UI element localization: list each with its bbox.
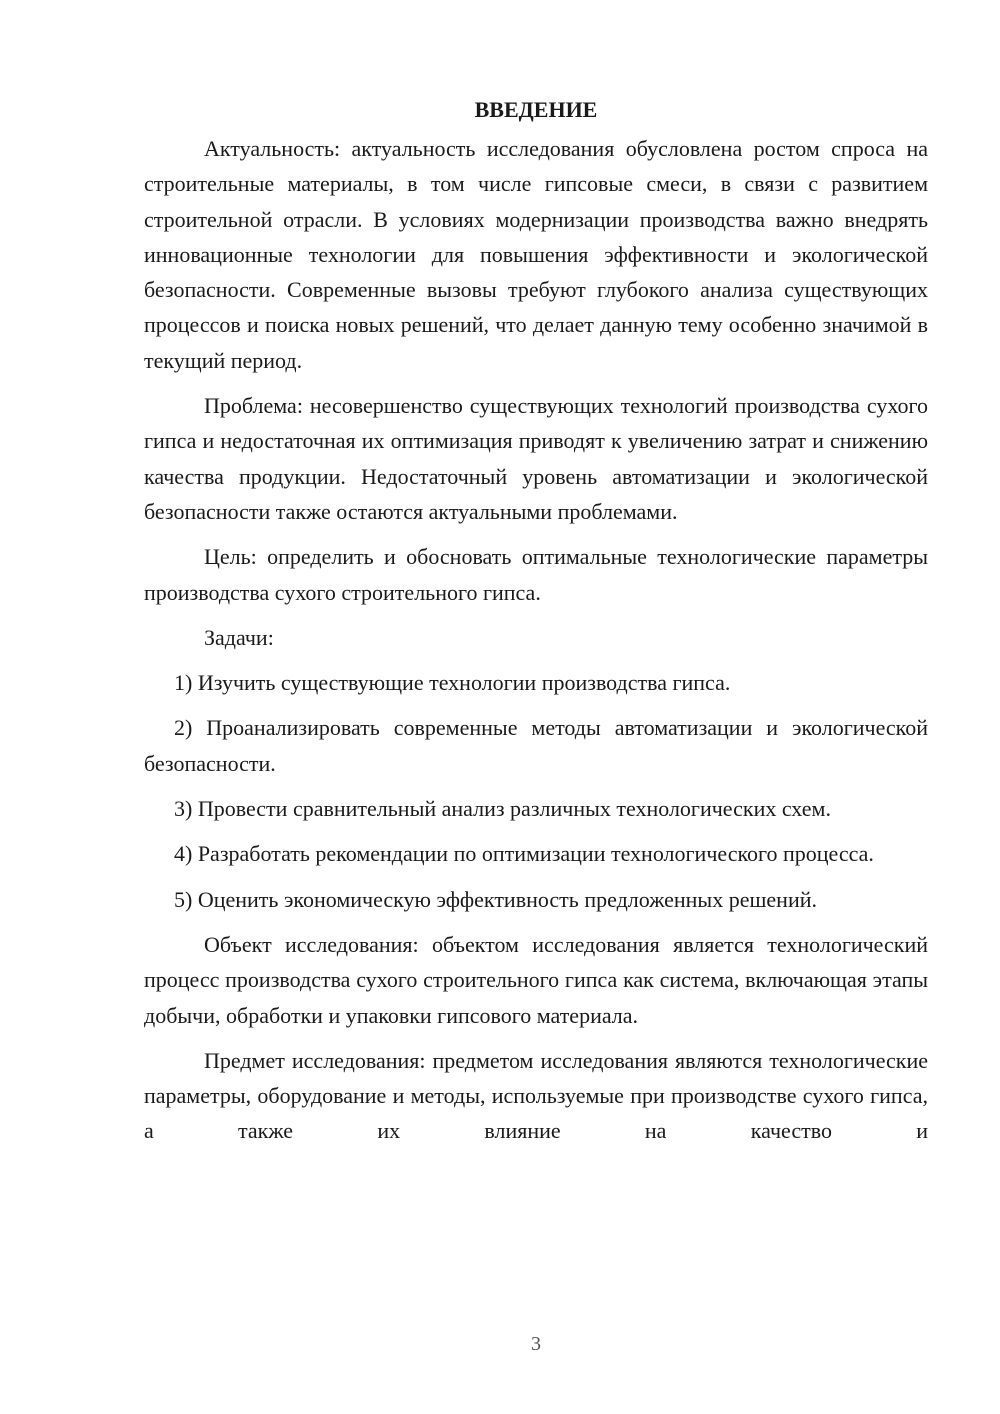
tasks-heading: Задачи:: [204, 624, 274, 650]
document-page: [144, 92, 928, 1159]
task-item-1: 1) Изучить существующие технологии производства гипса.: [174, 670, 731, 696]
relevance-paragraph: Актуальность: актуальность исследования обусловлена ростом спроса на строительные материалы, в том числе гипсовые смеси, в связи с развитием строительной отрасли. В условиях модернизации производства важно внедрять инновационные технологии для повышения эффективности и экологической безопасности. Современные вызовы требуют глубокого анализа существующих процессов и поиска новых решений, что делает данную тему особенно значимой в текущий период.: [144, 136, 928, 373]
page-number: 3: [531, 1333, 541, 1355]
task-item-2: 2) Проанализировать современные методы автоматизации и экологической безопасности.: [144, 715, 928, 776]
task-item-4: 4) Разработать рекомендации по оптимизации технологического процесса.: [174, 841, 874, 867]
task-item-5: 5) Оценить экономическую эффективность предложенных решений.: [174, 886, 817, 912]
task-item-3: 3) Провести сравнительный анализ различных технологических схем.: [174, 796, 831, 822]
subject-paragraph: Предмет исследования: предметом исследования являются технологические параметры, оборудование и методы, используемые при производстве сухого гипса, а также их влияние на качество и: [144, 1047, 928, 1144]
object-paragraph: Объект исследования: объектом исследования является технологический процесс производства сухого строительного гипса как система, включающая этапы добычи, обработки и упаковки гипсового материала.: [144, 931, 928, 1028]
section-title: ВВЕДЕНИЕ: [474, 97, 598, 122]
goal-paragraph: Цель: определить и обосновать оптимальные технологические параметры производства сухого строительного гипса.: [144, 544, 928, 605]
problem-paragraph: Проблема: несовершенство существующих технологий производства сухого гипса и недостаточная их оптимизация приводят к увеличению затрат и снижению качества продукции. Недостаточный уровень автоматизации и экологической безопасности также остаются актуальными проблемами.: [144, 393, 928, 524]
